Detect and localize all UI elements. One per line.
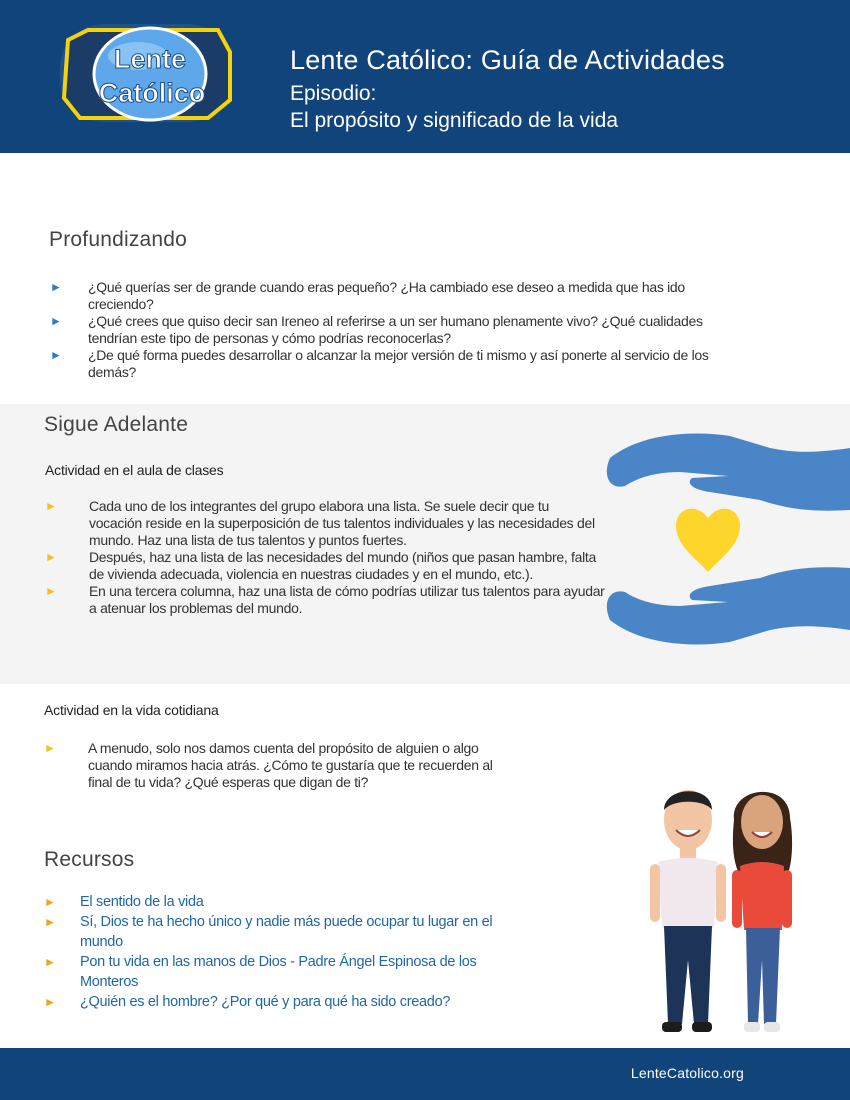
episode-title: El propósito y significado de la vida	[290, 109, 619, 132]
header-banner	[0, 0, 850, 153]
bullet-arrow-icon: ►	[45, 550, 57, 564]
title-block	[290, 44, 725, 134]
footer-website-link[interactable]: LenteCatolico.org	[630, 1065, 744, 1081]
cartoon-hosts-illustration	[640, 780, 810, 1042]
section-title-profundizando: Profundizando	[49, 228, 188, 251]
bullet-arrow-icon: ►	[50, 280, 62, 294]
bullet-arrow-icon: ►	[44, 995, 56, 1009]
bullet-arrow-icon: ►	[44, 741, 56, 755]
section-title-recursos: Recursos	[44, 848, 135, 871]
subheading-aula: Actividad en el aula de clases	[45, 462, 224, 478]
cotidiana-list	[44, 740, 504, 791]
list-item: ► Cada uno de los integrantes del grupo elabora una lista. Se suele decir que tu vocación reside en la superposición de tus talentos individuales y las necesidades del mundo. Haz una lista de tus talentos y puntos fuertes.	[45, 498, 595, 548]
list-item: ► ¿De qué forma puedes desarrollar o alcanzar la mejor versión de ti mismo y así ponerte al servicio de los demás?	[50, 347, 709, 380]
header-divider	[0, 153, 270, 155]
list-item: ► ¿Qué querías ser de grande cuando eras pequeño? ¿Ha cambiado ese deseo a medida que has ido creciendo?	[50, 279, 685, 312]
list-item: ► A menudo, solo nos damos cuenta del propósito de alguien o algo cuando miramos hacia atrás. ¿Cómo te gustaría que te recuerden al final de tu vida? ¿Qué esperas que digan de ti?	[44, 740, 493, 790]
episode-label: Episodio:	[290, 82, 377, 105]
bullet-arrow-icon: ►	[50, 314, 62, 328]
bullet-arrow-icon: ►	[50, 348, 62, 362]
bullet-arrow-icon: ►	[45, 499, 57, 513]
resource-link[interactable]: ► Pon tu vida en las manos de Dios - Padre Ángel Espinosa de los Monteros	[44, 954, 477, 990]
resource-link[interactable]: ► ¿Quién es el hombre? ¿Por qué y para qué ha sido creado?	[44, 994, 451, 1010]
subheading-cotidiana: Actividad en la vida cotidiana	[44, 702, 219, 718]
hands-heart-icon	[600, 428, 850, 650]
logo-text-line2: Católico	[98, 78, 206, 108]
guide-title: Lente Católico: Guía de Actividades	[290, 45, 725, 75]
lente-catolico-logo	[58, 22, 234, 124]
list-item: ► ¿Qué crees que quiso decir san Ireneo al referirse a un ser humano plenamente vivo? ¿Qué cualidades tendrían este tipo de personas y cómo podrías reconocerlas?	[50, 313, 703, 346]
list-item: ► Después, haz una lista de las necesidades del mundo (niños que pasan hambre, falta de vivienda adecuada, violencia en nuestras ciudades y en el mundo, etc.).	[45, 549, 596, 582]
bullet-arrow-icon: ►	[44, 895, 56, 909]
resource-link[interactable]: ► Sí, Dios te ha hecho único y nadie más puede ocupar tu lugar en el mundo	[44, 914, 493, 950]
list-item: ► En una tercera columna, haz una lista de cómo podrías utilizar tus talentos para ayudar a atenuar los problemas del mundo.	[45, 583, 605, 616]
footer-banner	[0, 1048, 850, 1100]
section-title-sigue-adelante: Sigue Adelante	[44, 413, 189, 436]
bullet-arrow-icon: ►	[45, 584, 57, 598]
profundizando-list	[50, 279, 730, 381]
resource-link[interactable]: ► El sentido de la vida	[44, 894, 204, 910]
recursos-list	[44, 892, 504, 1012]
bullet-arrow-icon: ►	[44, 955, 56, 969]
aula-list	[45, 498, 605, 617]
bullet-arrow-icon: ►	[44, 915, 56, 929]
logo-text-line1: Lente	[113, 44, 187, 74]
